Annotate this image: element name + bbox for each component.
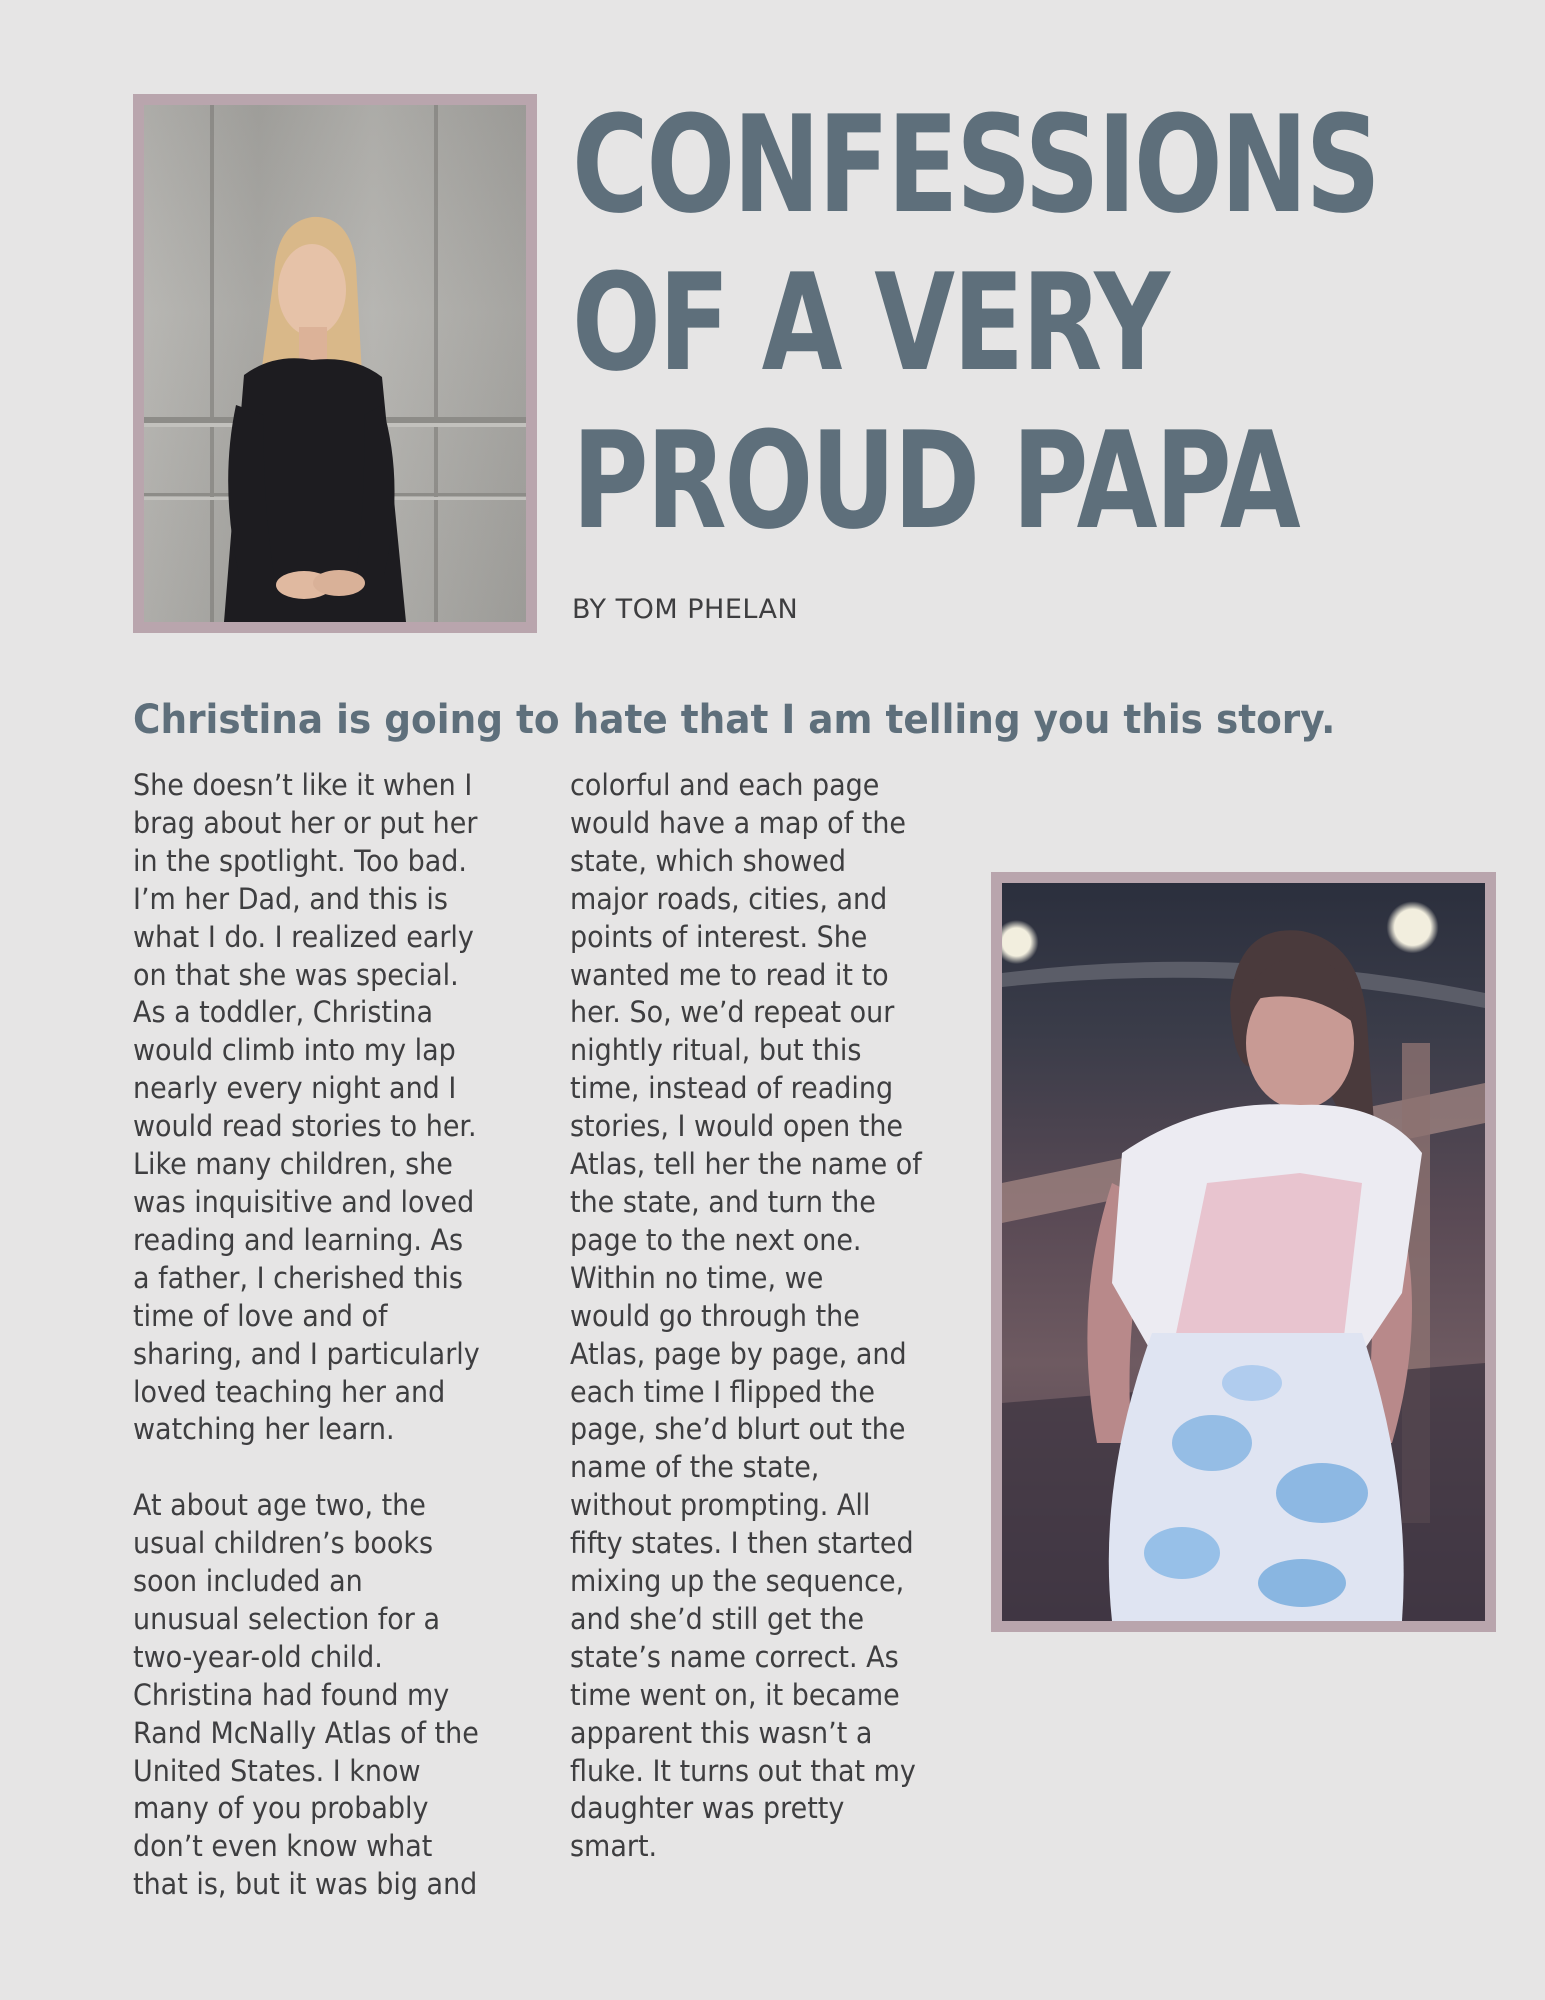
body-line: smart. [570,1829,658,1864]
body-line: state’s name correct. As [570,1639,899,1674]
body-line: two-year-old child. [133,1639,383,1674]
body-line: without prompting. All [570,1488,871,1523]
body-line: state, which showed [570,843,847,878]
title-line: PROUD PAPA [572,403,1299,559]
body-line: time of love and of [133,1298,388,1333]
body-line: would read stories to her. [133,1109,477,1144]
body-column-one [133,767,506,1904]
body-line: United States. I know [133,1753,421,1788]
childhood-image [1002,883,1485,1621]
woman-figure [144,105,526,622]
body-line: a father, I cherished this [133,1260,463,1295]
body-line: her. So, we’d repeat our [570,995,895,1030]
portrait-image [144,105,526,622]
body-line: what I do. I realized early [133,919,474,954]
body-line: colorful and each page [570,768,880,802]
body-line: each time I flipped the [570,1374,875,1409]
body-line: was inquisitive and loved [133,1184,475,1219]
body-line: and she’d still get the [570,1601,865,1636]
body-line: brag about her or put her [133,805,478,840]
body-line: She doesn’t like it when I [133,768,473,802]
body-line: stories, I would open the [570,1109,904,1144]
body-line: unusual selection for a [133,1601,441,1636]
body-line: nightly ritual, but this [570,1033,862,1068]
body-line: Within no time, we [570,1260,824,1295]
body-line: Rand McNally Atlas of the [133,1715,479,1750]
body-line: on that she was special. [133,957,459,992]
body-line: would go through the [570,1298,860,1333]
girl-figure [1002,883,1485,1621]
body-line: daughter was pretty [570,1791,845,1826]
body-line: the state, and turn the [570,1184,876,1219]
body-line: loved teaching her and [133,1374,446,1409]
body-line: As a toddler, Christina [133,995,434,1030]
body-line: points of interest. She [570,919,868,954]
body-line: don’t even know what [133,1829,433,1864]
body-line: time, instead of reading [570,1071,894,1106]
article-title [572,86,1379,560]
body-line: page to the next one. [570,1222,862,1257]
title-line: OF A VERY [572,245,1168,401]
body-line: in the spotlight. Too bad. [133,843,467,878]
body-line: apparent this wasn’t a [570,1715,873,1750]
body-line: Christina had found my [133,1677,450,1712]
author-portrait-photo [133,94,537,633]
body-line: reading and learning. As [133,1222,464,1257]
body-line: Like many children, she [133,1147,453,1182]
body-line: fifty states. I then started [570,1526,914,1561]
body-line: many of you probably [133,1791,429,1826]
body-line: soon included an [133,1564,363,1599]
body-line: page, she’d blurt out the [570,1412,906,1447]
body-line: major roads, cities, and [570,881,888,916]
body-line: fluke. It turns out that my [570,1753,916,1788]
body-line: watching her learn. [133,1412,395,1447]
body-line: would have a map of the [570,805,907,840]
body-line: usual children’s books [133,1526,434,1561]
body-line: sharing, and I particularly [133,1336,480,1371]
body-line: that is, but it was big and [133,1867,478,1902]
body-line: wanted me to read it to [570,957,889,992]
article-kicker: Christina is going to hate that I am telling you this story. [133,697,1336,743]
paragraph-break [133,1449,506,1487]
body-line: time went on, it became [570,1677,900,1712]
body-line: Atlas, tell her the name of [570,1147,922,1182]
body-line: At about age two, the [133,1488,426,1523]
body-line: I’m her Dad, and this is [133,881,448,916]
body-line: name of the state, [570,1450,820,1485]
body-line: nearly every night and I [133,1071,457,1106]
body-column-two [570,767,948,1866]
body-line: mixing up the sequence, [570,1564,905,1599]
body-line: would climb into my lap [133,1033,456,1068]
childhood-photo [991,872,1496,1632]
body-line: Atlas, page by page, and [570,1336,907,1371]
title-line: CONFESSIONS [572,87,1379,243]
byline: BY TOM PHELAN [572,594,799,625]
